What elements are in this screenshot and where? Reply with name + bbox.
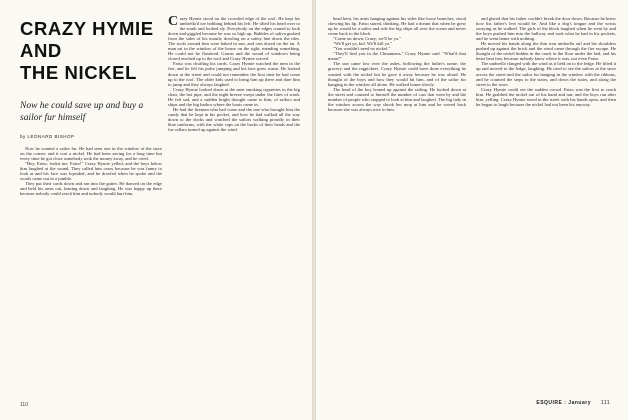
column-1: [20, 146, 162, 388]
body-paragraph: He had the fireman who had come and the one who brought him the candy that he kept in his pocket, and how he had walked all the way down to the docks and watched the sailors walking proudly in their blue uniforms, with the white caps on the backs of their heads and the fur collars turned up against the wind.: [168, 106, 300, 133]
title-line-3: THE NICKEL: [20, 62, 137, 83]
title-line-2: AND: [20, 40, 62, 61]
right-page: [316, 0, 628, 420]
article-title: [20, 18, 154, 84]
body-paragraph: "Come on down, Crazy, we'll be ya.": [333, 36, 401, 42]
left-page: [0, 0, 312, 420]
body-paragraph: "We'll get ya, kid. We'll kill ya.": [333, 41, 393, 47]
title-line-1: CRAZY HYMIE: [20, 18, 154, 39]
body-paragraph: Now he wanted a sailor fur. He had seen one in the window of the store on the corner, and it cost a nickel. He had been saving for a long time but every time he got close somebody took the money away, and he cried.: [20, 146, 162, 162]
body-paragraph: Fatso was chuffing his cards. Crazy Hymie watched the men in the fire, and he felt his pulse jumping and his face grew warm. He looked down at the street and could not remember the first time he had come up to the roof. The older kids used to bring him up there and dare him to jump and they always laughed.: [168, 61, 300, 87]
magazine-issue-label: ESQUIRE : January: [536, 400, 591, 406]
body-paragraph: The head of the boy leaned up against the railing. He looked down at the street and counted to himself the number of cars that went by and the number of people who stopped to look at him and laughed. The big lady in the window across the way shook her mop at him and he waved back because she was always nice to him.: [328, 86, 466, 112]
body-paragraph: "Hey, Fatso, lookit me, Fatso!" Crazy Hymie yelled, and the boys below him laughed at the sound. They called him crazy because he was funny to look at and his face was lopsided, and he drooled when he spoke and the words came out in a jumble.: [20, 161, 162, 182]
page-number-left: 110: [20, 402, 28, 408]
article-deck: Now he could save up and buy a sailor fur himself: [20, 101, 144, 123]
column-4: [476, 16, 616, 388]
footer-right: [536, 400, 610, 406]
column-3: [328, 16, 466, 388]
body-paragraph: "You wouldn't need no nickel.": [333, 46, 391, 52]
body-paragraph: He moved his hands along the thin iron umbrella rail and his shoulders pushed up against the brick and the wind came through the fire escape. He thought of the nickel hidden in the crack in the floor under the bed, and his heart beat fast, because nobody knew where it was, not even Fatso.: [476, 41, 616, 62]
drop-cap: C: [168, 16, 179, 29]
body-paragraph: and glared that his father couldn't break the door down. Because he knew how his father's feet would be. And like a dog's tongue and the wrists swaying as he walked. The girls of the block laughed when he went by and the boys pushed him into the hallway and took what he had in his pockets, and he went home with nothing.: [476, 16, 616, 42]
body-paragraph: The umbrella clanged with the wind as it held on to the ledge. He lifted it up and moved to the ledge, laughing. He tried to see the sailors at the store across the street and the sailor fur hanging in the window with the ribbons, and he counted the steps to the stairs, and down the stairs, and along the street to the store.: [476, 61, 616, 87]
byline: by LEONARD BISHOP: [20, 134, 75, 139]
body-paragraph: "They'll find you in the Chinamans," Crazy Hymie said. "What'd that mean?": [328, 51, 466, 62]
body-paragraph: Crazy Hymie stood on the crowded edge of the roof. He kept his umbrella'd toe bobbing behind his left. He tilted his head over to the south and looked sly. Everybody on the edges craned to look down and giggled because he was so high up. Bubbles of saliva gushed from the sides of his mouth; drooling on a safety line down the tiles. The roofs around him were baked in sun, and cats dozed on the tar. A man sat in the window of the house on the right, mending something. He could not be flustered. Grunts and the sound of windows being closed reached up to the roof and Crazy Hymie waved.: [168, 16, 300, 62]
body-paragraph: The sun came low over the ashes, hollowing the father's name, the grocery and the ragpickers. Crazy Hymie could have done everything he wanted with the nickel but he gave it away because he was afraid. He thought of the boys and how they would hit him, and of the sailor fur hanging in the window all alone. He walked home slowly.: [328, 61, 466, 87]
page-number-right: 111: [600, 400, 610, 406]
body-paragraph: Crazy Hymie could see the sudden crowd. Fatso was the first to reach him. He grabbed the nickel out of his hand and ran, and the boys ran after him, yelling. Crazy Hymie stood in the street with his hands open, and then he began to laugh because the nickel had not been his anyway.: [476, 86, 616, 107]
body-paragraph: Crazy Hymie looked down at the men smoking cigarettes in the big chair, the hot pipe, and the night breeze swept under the lines of wash. He felt sad, and a sudden bright thought came to him, of sailors and ships and the big harbor where the boats came in.: [168, 86, 300, 107]
column-2: [168, 16, 300, 388]
body-paragraph: They put their cards down and ran into the gutter. He danced on the edge and held his arms out, leaning down and laughing. He was happy up there because nobody could reach him and nobody would hurt him.: [20, 181, 162, 197]
body-paragraph: head bent, his arms hanging against his sides like loose branches, stood chewing his lip. Fatso stared, thinking. He had a dream that when he grew up he would be a sailor and ride the big ships all over the ocean and never come back to the block.: [328, 16, 466, 37]
